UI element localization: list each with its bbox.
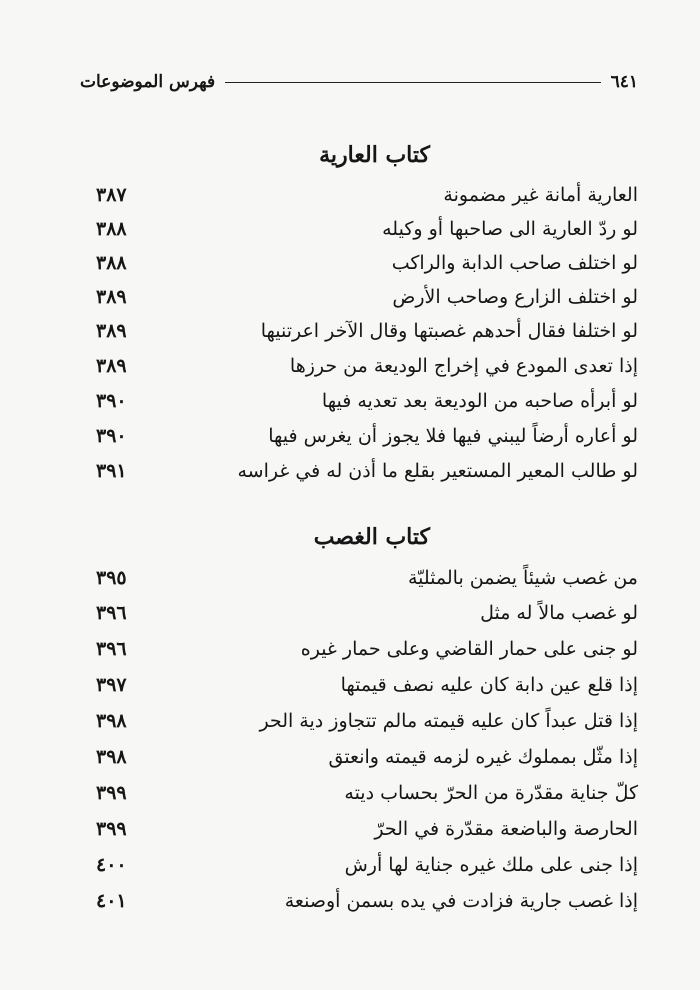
entry-text: من غصب شيئاً يضمن بالمثليّة	[407, 567, 638, 589]
entry-text: إذا تعدى المودع في إخراج الوديعة من حرزها	[289, 355, 638, 377]
entry-text: لو طالب المعير المستعير بقلع ما أذن له في غراسه	[237, 460, 638, 482]
index-entry[interactable]	[96, 596, 638, 630]
entry-page: ٤٠١	[96, 890, 127, 912]
running-header	[80, 72, 638, 92]
entry-text: إذا غصب جارية فزادت في يده بسمن أوصنعة	[284, 890, 638, 912]
index-entry[interactable]	[96, 776, 638, 810]
index-entry[interactable]	[96, 246, 638, 280]
index-entry[interactable]	[96, 812, 638, 846]
entry-text: لو غصب مالاً له مثل	[480, 602, 638, 624]
entry-page: ٣٩٨	[96, 746, 127, 768]
entry-text: لو جنى على حمار القاضي وعلى حمار غيره	[300, 638, 638, 660]
entry-text: لو اختلفا فقال أحدهم غصبتها وقال الآخر اعرتنيها	[260, 320, 638, 342]
index-entry[interactable]	[96, 384, 638, 418]
index-entry[interactable]	[96, 632, 638, 666]
entry-page: ٣٩٩	[96, 782, 127, 804]
entry-text: إذا جنى على ملك غيره جناية لها أرش	[344, 854, 638, 876]
entry-text: العارية أمانة غير مضمونة	[443, 184, 638, 206]
section-title-ghasb: كتاب الغصب	[313, 524, 430, 550]
entry-text: لو اختلف صاحب الدابة والراكب	[391, 252, 638, 274]
entry-page: ٣٩٠	[96, 390, 127, 412]
index-entry[interactable]	[96, 280, 638, 314]
entry-page: ٣٩٠	[96, 425, 127, 447]
entry-text: لو أبرأه صاحبه من الوديعة بعد تعديه فيها	[321, 390, 638, 412]
entry-page: ٣٨٩	[96, 355, 127, 377]
entry-page: ٣٩٦	[96, 602, 127, 624]
entry-page: ٣٩٧	[96, 674, 127, 696]
entry-text: إذا مثّل بمملوك غيره لزمه قيمته وانعتق	[328, 746, 638, 768]
index-entry[interactable]	[96, 704, 638, 738]
entry-page: ٣٩٩	[96, 818, 127, 840]
entry-text: لو اختلف الزارع وصاحب الأرض	[392, 286, 638, 308]
entry-page: ٣٩٦	[96, 638, 127, 660]
running-header-title: فهرس الموضوعات	[80, 72, 216, 92]
index-entry[interactable]	[96, 212, 638, 246]
entry-text: إذا قلع عين دابة كان عليه نصف قيمتها	[340, 674, 638, 696]
entry-page: ٣٩٥	[96, 567, 127, 589]
page-number: ٦٤١	[610, 72, 638, 92]
index-entry[interactable]	[96, 884, 638, 918]
entry-page: ٣٨٨	[96, 252, 127, 274]
entry-text: الحارصة والباضعة مقدّرة في الحرّ	[374, 818, 638, 840]
index-entry[interactable]	[96, 349, 638, 383]
entry-text: لو أعاره أرضاً ليبني فيها فلا يجوز أن يغرس فيها	[268, 425, 638, 447]
entry-text: كلّ جناية مقدّرة من الحرّ بحساب ديته	[344, 782, 638, 804]
entry-page: ٣٨٧	[96, 184, 127, 206]
index-entry[interactable]	[96, 848, 638, 882]
entry-page: ٣٩١	[96, 460, 127, 482]
entry-page: ٤٠٠	[96, 854, 127, 876]
entry-page: ٣٩٨	[96, 710, 127, 732]
header-rule	[225, 82, 601, 83]
section-title-aariya: كتاب العارية	[319, 142, 430, 168]
index-entry[interactable]	[96, 454, 638, 488]
entry-page: ٣٨٩	[96, 286, 127, 308]
index-entry[interactable]	[96, 740, 638, 774]
index-entry[interactable]	[96, 178, 638, 212]
index-entry[interactable]	[96, 668, 638, 702]
index-entry[interactable]	[96, 314, 638, 348]
entry-text: إذا قتل عبداً كان عليه قيمته مالم تتجاوز دية الحر	[259, 710, 638, 732]
index-entry[interactable]	[96, 419, 638, 453]
index-entry[interactable]	[96, 561, 638, 595]
entry-page: ٣٨٩	[96, 320, 127, 342]
entry-page: ٣٨٨	[96, 218, 127, 240]
entry-text: لو ردّ العارية الى صاحبها أو وكيله	[382, 218, 638, 240]
